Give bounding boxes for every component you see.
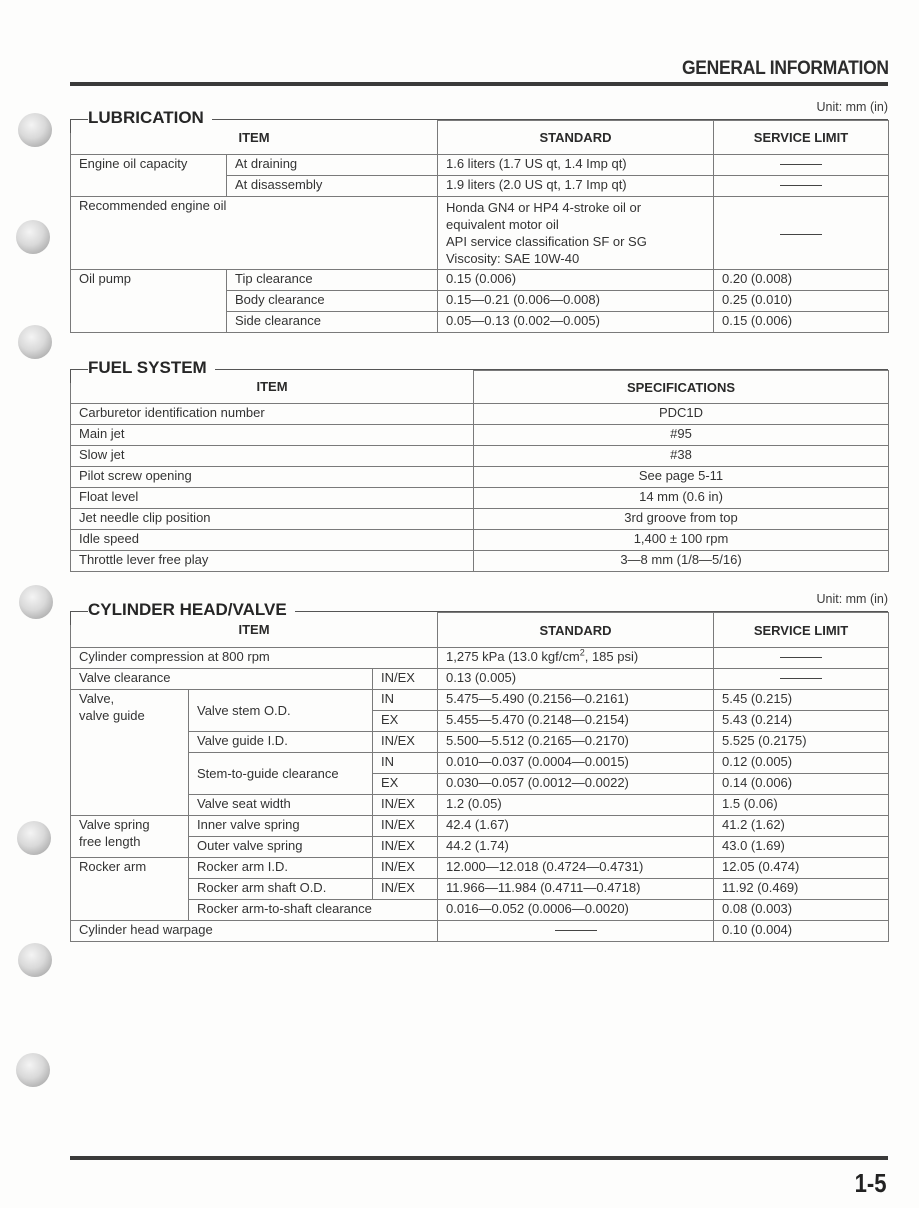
- item-label: Rocker arm: [71, 858, 189, 921]
- side-label: IN/EX: [373, 858, 438, 879]
- service-limit-value: 5.43 (0.214): [714, 711, 889, 732]
- dash: [780, 657, 822, 658]
- table-row: [71, 509, 889, 530]
- sub-item-label: Rocker arm I.D.: [189, 858, 373, 879]
- sub-item-label: Valve guide I.D.: [189, 732, 373, 753]
- column-header: ITEM: [71, 371, 474, 404]
- sub-item-label: Inner valve spring: [189, 816, 373, 837]
- service-limit-value: [714, 197, 889, 270]
- sub-item-label: At draining: [227, 155, 438, 176]
- side-label: IN: [373, 753, 438, 774]
- standard-value: 0.15—0.21 (0.006—0.008): [438, 291, 714, 312]
- table-row: [71, 404, 889, 425]
- service-limit-value: 0.25 (0.010): [714, 291, 889, 312]
- lubrication-table: [70, 120, 889, 333]
- column-header: ITEM: [71, 613, 438, 648]
- service-limit-value: 0.14 (0.006): [714, 774, 889, 795]
- sub-item-label: Side clearance: [227, 312, 438, 333]
- table-row: [71, 879, 889, 900]
- item-label: Carburetor identification number: [71, 404, 474, 425]
- binder-hole: [18, 113, 52, 147]
- column-header: ITEM: [71, 121, 438, 155]
- item-label: Valve clearance: [71, 669, 373, 690]
- binder-hole: [18, 325, 52, 359]
- page-title: GENERAL INFORMATION: [682, 58, 889, 79]
- fuel-system-section: [70, 358, 888, 572]
- table-row: [71, 858, 889, 879]
- standard-value: 0.010—0.037 (0.0004—0.0015): [438, 753, 714, 774]
- binder-hole: [16, 220, 50, 254]
- side-label: IN/EX: [373, 879, 438, 900]
- table-row: [71, 551, 889, 572]
- table-row: [71, 425, 889, 446]
- table-row: [71, 921, 889, 942]
- service-limit-value: [714, 669, 889, 690]
- spec-value: See page 5-11: [474, 467, 889, 488]
- service-limit-value: 0.08 (0.003): [714, 900, 889, 921]
- column-header: SPECIFICATIONS: [474, 371, 889, 404]
- section-header: [70, 106, 888, 128]
- cylinder-head-table: [70, 612, 889, 942]
- standard-value: 1,275 kPa (13.0 kgf/$cm^2$, 185 psi): [438, 648, 714, 669]
- table-row: [71, 669, 889, 690]
- service-limit-value: 12.05 (0.474): [714, 858, 889, 879]
- item-label: Valve spring free length: [71, 816, 189, 858]
- sub-item-label: Valve seat width: [189, 795, 373, 816]
- standard-value: 0.15 (0.006): [438, 270, 714, 291]
- binder-hole: [19, 585, 53, 619]
- dash: [780, 678, 822, 679]
- table-row: [71, 900, 889, 921]
- item-label: Engine oil capacity: [71, 155, 227, 197]
- item-label: Slow jet: [71, 446, 474, 467]
- item-label: Recommended engine oil: [71, 197, 438, 270]
- section-title: FUEL SYSTEM: [88, 358, 215, 378]
- table-row: [71, 837, 889, 858]
- spec-value: #95: [474, 425, 889, 446]
- sub-item-label: Rocker arm-to-shaft clearance: [189, 900, 438, 921]
- standard-value: [438, 921, 714, 942]
- item-label: Pilot screw opening: [71, 467, 474, 488]
- section-header: [70, 600, 888, 622]
- service-limit-value: 11.92 (0.469): [714, 879, 889, 900]
- side-label: IN/EX: [373, 816, 438, 837]
- sub-item-label: Body clearance: [227, 291, 438, 312]
- sub-item-label: Outer valve spring: [189, 837, 373, 858]
- sub-item-label: Valve stem O.D.: [189, 690, 373, 732]
- standard-value: 5.475—5.490 (0.2156—0.2161): [438, 690, 714, 711]
- fuel-system-table: [70, 370, 889, 572]
- lubrication-section: [70, 100, 888, 333]
- spec-value: 3—8 mm (1/8—5/16): [474, 551, 889, 572]
- standard-value: 5.500—5.512 (0.2165—0.2170): [438, 732, 714, 753]
- service-limit-value: 41.2 (1.62): [714, 816, 889, 837]
- sub-item-label: Rocker arm shaft O.D.: [189, 879, 373, 900]
- service-limit-value: 43.0 (1.69): [714, 837, 889, 858]
- item-label: Cylinder head warpage: [71, 921, 438, 942]
- table-row: [71, 648, 889, 669]
- header-rule: [70, 82, 888, 86]
- table-row: [71, 467, 889, 488]
- service-limit-value: 0.10 (0.004): [714, 921, 889, 942]
- table-row: [71, 732, 889, 753]
- service-limit-value: 5.45 (0.215): [714, 690, 889, 711]
- sub-item-label: At disassembly: [227, 176, 438, 197]
- service-limit-value: 0.12 (0.005): [714, 753, 889, 774]
- spec-value: 1,400 ± 100 rpm: [474, 530, 889, 551]
- item-label: Float level: [71, 488, 474, 509]
- dash: [780, 234, 822, 235]
- side-label: IN/EX: [373, 732, 438, 753]
- table-row: [71, 530, 889, 551]
- table-row: [71, 270, 889, 291]
- binder-hole: [18, 943, 52, 977]
- standard-value: 0.13 (0.005): [438, 669, 714, 690]
- sub-item-label: Stem-to-guide clearance: [189, 753, 373, 795]
- section-header: [70, 358, 888, 380]
- column-header: STANDARD: [438, 613, 714, 648]
- table-row: [71, 446, 889, 467]
- side-label: EX: [373, 711, 438, 732]
- table-row: [71, 753, 889, 774]
- unit-label: Unit: mm (in): [816, 100, 888, 114]
- side-label: IN: [373, 690, 438, 711]
- service-limit-value: 0.15 (0.006): [714, 312, 889, 333]
- service-limit-value: 5.525 (0.2175): [714, 732, 889, 753]
- column-header: SERVICE LIMIT: [714, 613, 889, 648]
- service-limit-value: 0.20 (0.008): [714, 270, 889, 291]
- standard-value: 0.016—0.052 (0.0006—0.0020): [438, 900, 714, 921]
- service-limit-value: [714, 155, 889, 176]
- binder-hole: [16, 1053, 50, 1087]
- item-label: Oil pump: [71, 270, 227, 333]
- spec-value: 3rd groove from top: [474, 509, 889, 530]
- table-row: [71, 488, 889, 509]
- service-limit-value: 1.5 (0.06): [714, 795, 889, 816]
- dash: [780, 164, 822, 165]
- standard-value: 12.000—12.018 (0.4724—0.4731): [438, 858, 714, 879]
- spec-value: #38: [474, 446, 889, 467]
- standard-value: 0.030—0.057 (0.0012—0.0022): [438, 774, 714, 795]
- spec-value: 14 mm (0.6 in): [474, 488, 889, 509]
- table-row: [71, 816, 889, 837]
- side-label: IN/EX: [373, 837, 438, 858]
- standard-value: Honda GN4 or HP4 4-stroke oil or equivalent motor oil API service classification SF or SG Viscosity: SAE 10W-40: [438, 197, 714, 270]
- column-header: SERVICE LIMIT: [714, 121, 889, 155]
- item-label: Valve, valve guide: [71, 690, 189, 816]
- service-limit-value: [714, 648, 889, 669]
- standard-value: 5.455—5.470 (0.2148—0.2154): [438, 711, 714, 732]
- item-label: Main jet: [71, 425, 474, 446]
- sub-item-label: Tip clearance: [227, 270, 438, 291]
- item-label: Jet needle clip position: [71, 509, 474, 530]
- standard-value: 0.05—0.13 (0.002—0.005): [438, 312, 714, 333]
- footer-rule: [70, 1156, 888, 1160]
- standard-value: 42.4 (1.67): [438, 816, 714, 837]
- item-label: Cylinder compression at 800 rpm: [71, 648, 438, 669]
- table-row: [71, 155, 889, 176]
- item-label: Throttle lever free play: [71, 551, 474, 572]
- item-label: Idle speed: [71, 530, 474, 551]
- dash: [555, 930, 597, 931]
- cylinder-head-section: [70, 592, 888, 942]
- standard-value: 44.2 (1.74): [438, 837, 714, 858]
- unit-label: Unit: mm (in): [816, 592, 888, 606]
- page-number: 1-5: [855, 1168, 887, 1198]
- spec-value: PDC1D: [474, 404, 889, 425]
- side-label: IN/EX: [373, 795, 438, 816]
- side-label: EX: [373, 774, 438, 795]
- service-limit-value: [714, 176, 889, 197]
- standard-value: 1.9 liters (2.0 US qt, 1.7 Imp qt): [438, 176, 714, 197]
- standard-value: 11.966—11.984 (0.4711—0.4718): [438, 879, 714, 900]
- section-title: CYLINDER HEAD/VALVE: [88, 600, 295, 620]
- column-header: STANDARD: [438, 121, 714, 155]
- binder-hole: [17, 821, 51, 855]
- table-row: [71, 197, 889, 270]
- section-title: LUBRICATION: [88, 108, 212, 128]
- standard-value: 1.2 (0.05): [438, 795, 714, 816]
- dash: [780, 185, 822, 186]
- standard-value: 1.6 liters (1.7 US qt, 1.4 Imp qt): [438, 155, 714, 176]
- table-row: [71, 795, 889, 816]
- table-row: [71, 690, 889, 711]
- side-label: IN/EX: [373, 669, 438, 690]
